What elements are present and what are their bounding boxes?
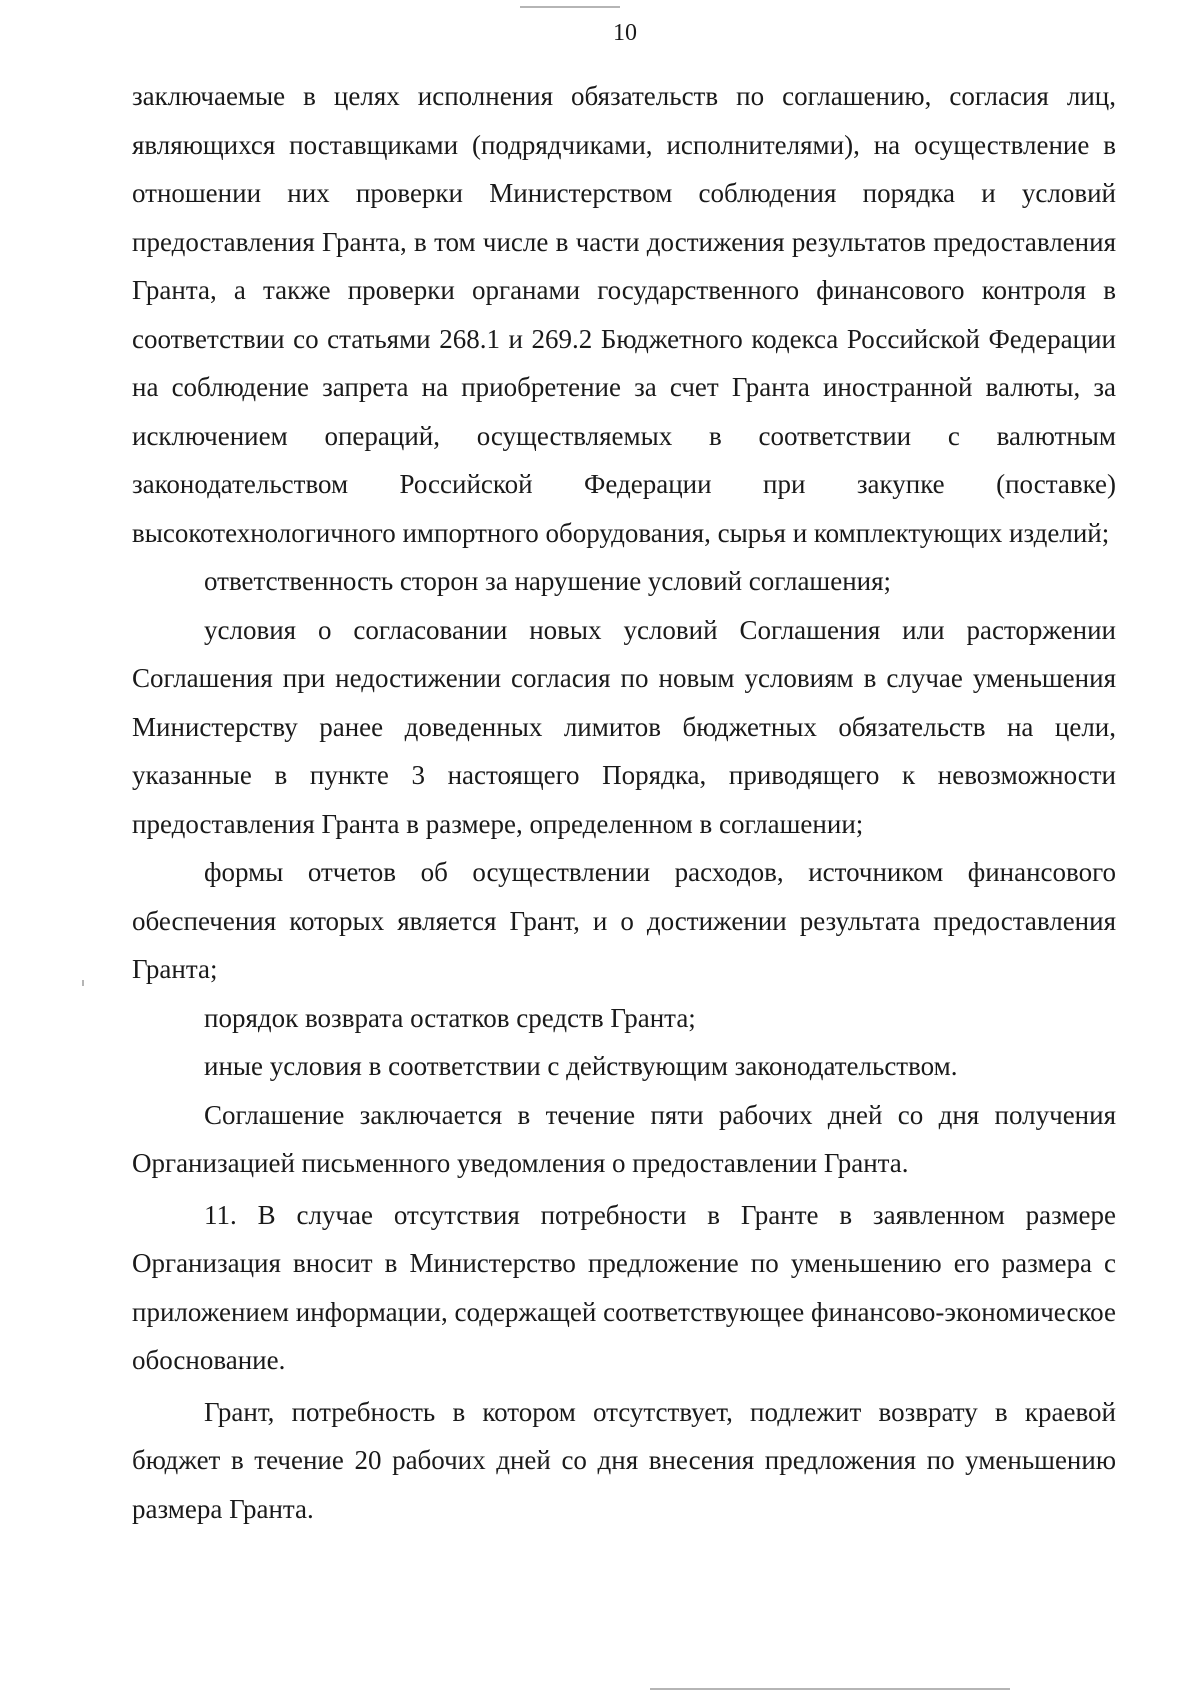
paragraph-continuation: заключаемые в целях исполнения обязательств по соглашению, согласия лиц, являющихся поставщиками (подрядчиками, исполнителями), на осуществление в отношении них проверки Министерством соблюдения порядка и условий предоставления Гранта, в том числе в части достижения результатов предоставления Гранта, а также проверки органами государственного финансового контроля в соответствии со статьями 268.1 и 269.2 Бюджетного кодекса Российской Федерации на соблюдение запрета на приобретение за счет Гранта иностранной валюты, за исключением операций, осуществляемых в соответствии с валютным законодательством Российской Федерации при закупке (поставке) высокотехнологичного импортного оборудования, сырья и комплектующих изделий; [132, 81, 1116, 548]
paragraph-responsibility: ответственность сторон за нарушение условий соглашения; [204, 566, 892, 596]
paragraph-agreement-term: Соглашение заключается в течение пяти рабочих дней со дня получения Организацией письменного уведомления о предоставлении Гранта. [132, 1099, 1116, 1178]
paragraph-other-conditions: иные условия в соответствии с действующим законодательством. [204, 1051, 958, 1081]
scan-artifact-bottom [650, 1688, 1010, 1690]
scan-artifact-left [82, 980, 84, 986]
scan-artifact-top [520, 6, 620, 8]
document-body [132, 72, 1116, 1533]
paragraph-agreement-conditions: условия о согласовании новых условий Соглашения или расторжении Соглашения при недостижении согласия по новым условиям в случае уменьшения Министерству ранее доведенных лимитов бюджетных обязательств на цели, указанные в пункте 3 настоящего Порядка, приводящего к невозможности предоставления Гранта в размере, определенном в соглашении; [132, 614, 1116, 839]
paragraph-refund-order: порядок возврата остатков средств Гранта; [204, 1002, 696, 1033]
paragraph-grant-refund: Грант, потребность в котором отсутствует, подлежит возврату в краевой бюджет в течение 20 рабочих дней со дня внесения предложения по уменьшению размера Гранта. [132, 1396, 1116, 1524]
paragraph-report-forms: формы отчетов об осуществлении расходов, источником финансового обеспечения которых является Грант, и о достижении результата предоставления Гранта; [132, 857, 1116, 984]
paragraph-item-11: 11. В случае отсутствия потребности в Гранте в заявленном размере Организация вносит в Министерство предложение по уменьшению его размера с приложением информации, содержащей соответствующее финансово-экономическое обоснование. [132, 1199, 1116, 1375]
page-number: 10 [613, 20, 637, 46]
